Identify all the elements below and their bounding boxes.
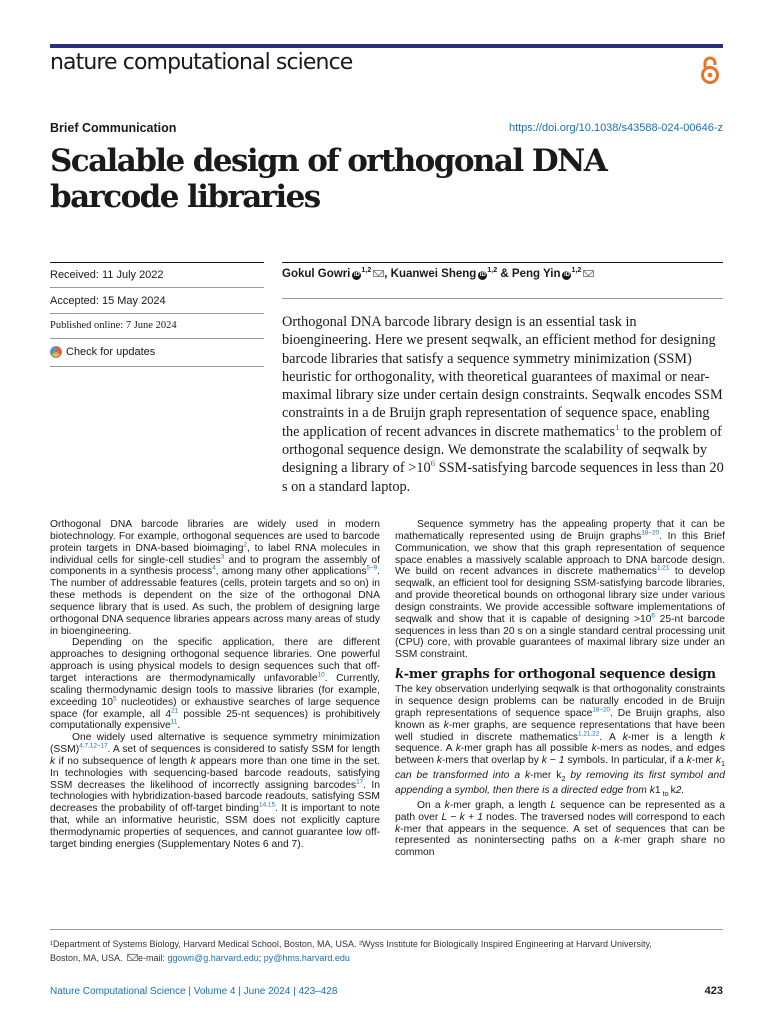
author-name[interactable]: Gokul Gowri bbox=[282, 268, 351, 280]
author-affiliation: 1,2 bbox=[361, 266, 372, 275]
text-run: and to program the assembly of components in a synthesis process bbox=[50, 554, 380, 578]
citation-ref[interactable]: 1 bbox=[615, 422, 620, 433]
text-run: . The number of addressable features (cells, protein targets and so on) in these methods is dependent on the size of the orthogonal DNA sequence library that is used. As such, the problem of designing large orthogonal DNA sequence libraries appears across many areas of study in bioengineering. bbox=[50, 566, 380, 637]
text-run: On a bbox=[417, 799, 445, 811]
author-separator: & bbox=[497, 268, 512, 280]
citation-ref[interactable]: 1,21,22 bbox=[578, 730, 600, 738]
text-run: -mer bbox=[691, 755, 716, 767]
text-run: . In technologies with hybridization-based barcode readouts, satisfying SSM decreases the probability of off-target binding bbox=[50, 779, 380, 815]
paragraph bbox=[395, 684, 725, 800]
authors-top-rule bbox=[282, 262, 723, 263]
citation-ref[interactable]: 5–9 bbox=[366, 564, 378, 572]
citation-ref[interactable]: 21 bbox=[171, 707, 179, 715]
text-run: -mers that overlap by bbox=[442, 755, 542, 767]
text-run: Orthogonal DNA barcode libraries are widely used in modern biotechnology. For example, orthogonal sequences are used to barcode protein targets in DNA-based bioimaging bbox=[50, 519, 380, 554]
crossmark-icon bbox=[50, 346, 62, 358]
author-name[interactable]: Peng Yin bbox=[511, 268, 561, 280]
body-column-right bbox=[395, 519, 725, 859]
text-run: k bbox=[556, 770, 562, 782]
math-symbol: L bbox=[550, 799, 557, 811]
math-symbol: k bbox=[591, 743, 597, 755]
citation-ref[interactable]: 18–20 bbox=[641, 529, 660, 537]
author-affiliation: 1,2 bbox=[487, 266, 498, 275]
text-run: 25-nt barcode sequences in less than 20 s on a single standard central processing unit (CPU) core, with provable guarantees of maximal library size under an SSM constraint. bbox=[395, 613, 725, 661]
author-separator: , bbox=[384, 268, 391, 280]
citation-ref[interactable]: 4,7,12–17 bbox=[79, 742, 108, 750]
text-run: 1 bbox=[654, 784, 661, 796]
math-symbol: k bbox=[715, 755, 721, 767]
math-symbol: k bbox=[50, 755, 56, 767]
published-date: Published online: 7 June 2024 bbox=[50, 320, 177, 331]
meta-divider bbox=[50, 338, 264, 339]
math-symbol: L − k + 1 bbox=[441, 811, 483, 823]
paragraph bbox=[50, 732, 380, 850]
meta-top-rule bbox=[50, 262, 264, 263]
author-affiliation: 1,2 bbox=[571, 266, 582, 275]
math-symbol: k bbox=[719, 731, 725, 743]
text-run: One widely used alternative is sequence symmetry minimization (SSM) bbox=[50, 732, 380, 756]
paragraph bbox=[395, 519, 725, 661]
text-run: . A bbox=[599, 731, 623, 743]
received-date: Received: 11 July 2022 bbox=[50, 269, 164, 281]
section-heading: k-mer graphs for orthogonal sequence design bbox=[395, 667, 716, 683]
citation-ref[interactable]: 4 bbox=[212, 564, 216, 572]
subscript: 1 bbox=[721, 759, 726, 769]
text-run: , to label RNA molecules in individual cells for single-cell studies bbox=[50, 542, 380, 566]
math-symbol: k bbox=[395, 823, 401, 835]
text-run: Depending on the specific application, there are different approaches to designing orthogonal sequence libraries. One powerful approach is using physical models to design sequences such that off-target interactions are thermodynamically unfavorable bbox=[50, 637, 380, 684]
text-run: k bbox=[670, 784, 676, 796]
article-type: Brief Communication bbox=[50, 121, 177, 135]
authors-divider bbox=[282, 298, 723, 299]
email-link[interactable]: py@hms.harvard.edu bbox=[263, 953, 350, 963]
citation-ref[interactable]: 5 bbox=[112, 695, 117, 703]
citation-ref[interactable]: 17 bbox=[356, 778, 364, 786]
math-symbol: . bbox=[681, 784, 685, 796]
text-run: -mer bbox=[530, 770, 557, 782]
text-run: -mer graph has all possible bbox=[460, 743, 592, 755]
math-symbol: k bbox=[436, 755, 442, 767]
meta-divider bbox=[50, 313, 264, 314]
text-run: . It is important to note that, while an informative heuristic, SSM does not explicitly capture thermodynamic properties of sequences, and cannot guarantee low off-target binding energies (Supplementary Notes 6 and 7). bbox=[50, 803, 380, 850]
text-run: -mer graphs, are sequence representations that have been well studied in discrete mathematics bbox=[395, 719, 725, 743]
header-rule bbox=[50, 44, 723, 48]
math-symbol: k bbox=[455, 743, 461, 755]
math-symbol: k bbox=[525, 770, 531, 782]
text-run: appears more than one time in the set. In technologies with sequencing-based barcode readouts, satisfying SSM decreases the likelihood of incorrectly assigning barcodes bbox=[50, 755, 380, 791]
doi-link[interactable]: https://doi.org/10.1038/s43588-024-00646-z bbox=[508, 122, 723, 134]
orcid-icon[interactable]: iD bbox=[479, 272, 486, 278]
math-symbol: k bbox=[614, 835, 620, 847]
math-symbol: k bbox=[190, 755, 196, 767]
citation-ref[interactable]: 10 bbox=[317, 671, 325, 679]
text-run: . bbox=[177, 720, 181, 732]
text-run: -mers as nodes, and edges between bbox=[395, 743, 725, 767]
abstract: Orthogonal DNA barcode library design is an essential task in bioengineering. Here we present seqwalk, an efficient method for designing barcode libraries that satisfy a sequence symmetry minimization (SSM) heuristic for orthogonality, with theoretical guarantees of maximal or near-maximal library size under certain design constraints. Seqwalk encodes SSM constraints in a de Bruijn graph representation of sequence space, enabling the application of recent advances in discrete mathematics$^1$ to the problem of orthogonal sequence design. We demonstrate the scalability of seqwalk by designing a library of $>10^6$ SSM-satisfying barcode sequences in less than 20 s on a standard laptop. bbox=[282, 314, 724, 495]
text-run: sequence can be represented as a path over bbox=[395, 799, 725, 823]
paragraph bbox=[395, 800, 725, 859]
author-name[interactable]: Kuanwei Sheng bbox=[390, 268, 477, 280]
text-run: Sequence symmetry has the appealing property that it can be mathematically represented using de Bruijn graphs bbox=[395, 519, 725, 542]
paragraph bbox=[50, 637, 380, 732]
orcid-icon[interactable]: iD bbox=[353, 272, 360, 278]
math-symbol: k − 1 bbox=[541, 755, 565, 767]
citation-ref[interactable]: 18–20 bbox=[592, 706, 611, 714]
text-run: -mer graph, a length bbox=[449, 799, 551, 811]
check-updates-label: Check for updates bbox=[66, 346, 156, 358]
citation-ref[interactable]: 11 bbox=[170, 718, 178, 726]
email-icon[interactable] bbox=[373, 270, 384, 277]
math-symbol: 2 bbox=[675, 784, 682, 796]
paragraph bbox=[50, 519, 380, 637]
accepted-date: Accepted: 15 May 2024 bbox=[50, 295, 166, 307]
text-run: . A set of sequences is considered to satisfy SSM for length bbox=[107, 744, 380, 756]
body-column-left bbox=[50, 519, 380, 851]
math-symbol: can be transformed into a bbox=[395, 770, 526, 782]
citation-ref[interactable]: 1,21 bbox=[656, 564, 670, 572]
text-run: -mer that appears in the sequence. A set of sequences that can be represented as nonintersecting paths on a bbox=[395, 823, 725, 847]
footnote-rule bbox=[50, 929, 723, 930]
math-symbol: k bbox=[686, 755, 692, 767]
subscript: 2 bbox=[561, 774, 566, 784]
citation-ref[interactable]: 2 bbox=[243, 541, 247, 549]
text-run: symbols. In particular, if a bbox=[564, 755, 687, 767]
text-run: if no subsequence of length bbox=[55, 755, 191, 767]
text-run: -mer graph share no common bbox=[395, 835, 725, 859]
text-run: . Currently, scaling thermodynamic design tools to massive libraries (for example, exceeding 10 bbox=[50, 672, 380, 708]
math-symbol: k bbox=[443, 719, 449, 731]
text-run: nucleotides) or exhaustive searches of large sequence space (for example, all 4 bbox=[50, 696, 380, 720]
open-access-icon bbox=[698, 54, 722, 86]
subscript: to bbox=[660, 789, 671, 799]
email-icon bbox=[127, 954, 138, 961]
citation-ref[interactable]: 14,15 bbox=[259, 801, 275, 809]
meta-divider bbox=[50, 287, 264, 288]
citation-ref[interactable]: 6 bbox=[651, 612, 655, 620]
math-symbol: k bbox=[444, 799, 450, 811]
email-icon[interactable] bbox=[583, 270, 594, 277]
email-link[interactable]: ggowri@g.harvard.edu bbox=[167, 953, 259, 963]
page-number: 423 bbox=[704, 985, 723, 997]
math-symbol: k bbox=[622, 731, 628, 743]
text-run: . In this Brief Communication, we show that this graph representation of sequence space enables a massively scalable approach to DNA barcode design. We build on recent advances in discrete mathematics bbox=[395, 530, 725, 578]
check-for-updates-button[interactable] bbox=[50, 346, 155, 358]
text-run: . De Bruijn graphs, also known as bbox=[395, 707, 725, 731]
text-run: , among many other applications bbox=[215, 566, 367, 578]
text-run: to develop seqwalk, an efficient tool for designing SSM-satisfying barcode libraries, and provide theoretical bounds on orthogonal library size under various design constraints. We provide accessible software implementations of seqwalk and show that it is capable of designing >10 bbox=[395, 566, 725, 625]
text-run: The key observation underlying seqwalk is that orthogonality constraints in sequence design problems can be naturally encoded in de Bruijn graph representations of sequence space bbox=[395, 684, 725, 719]
citation-ref[interactable]: 3 bbox=[220, 553, 225, 561]
text-run: possible 25-nt sequences) is prohibitively computationally expensive bbox=[50, 708, 380, 732]
author-list bbox=[282, 268, 594, 280]
text-run: sequence. A bbox=[395, 743, 456, 755]
orcid-icon[interactable]: iD bbox=[563, 272, 570, 278]
math-symbol: k bbox=[649, 784, 655, 796]
journal-name[interactable]: nature computational science bbox=[50, 50, 353, 75]
affiliations-footnote: ¹Department of Systems Biology, Harvard Medical School, Boston, MA, USA. ²Wyss Institute for Biologically Inspired Engineering at Harvard University, Boston, MA, USA. e-mail: ggowri@g.harvard.edu; py@hms.harvard.edu bbox=[50, 939, 652, 963]
text-run: -mer is a length bbox=[627, 731, 720, 743]
math-symbol: by removing its first symbol and appending a symbol, then there is a directed edge from bbox=[395, 770, 725, 796]
meta-divider bbox=[50, 366, 264, 367]
article-title: Scalable design of orthogonal DNA barcode libraries bbox=[50, 143, 607, 215]
text-run: nodes. The traversed nodes will correspond to each bbox=[482, 811, 725, 823]
footer-citation[interactable]: Nature Computational Science | Volume 4 | June 2024 | 423–428 bbox=[50, 986, 338, 997]
